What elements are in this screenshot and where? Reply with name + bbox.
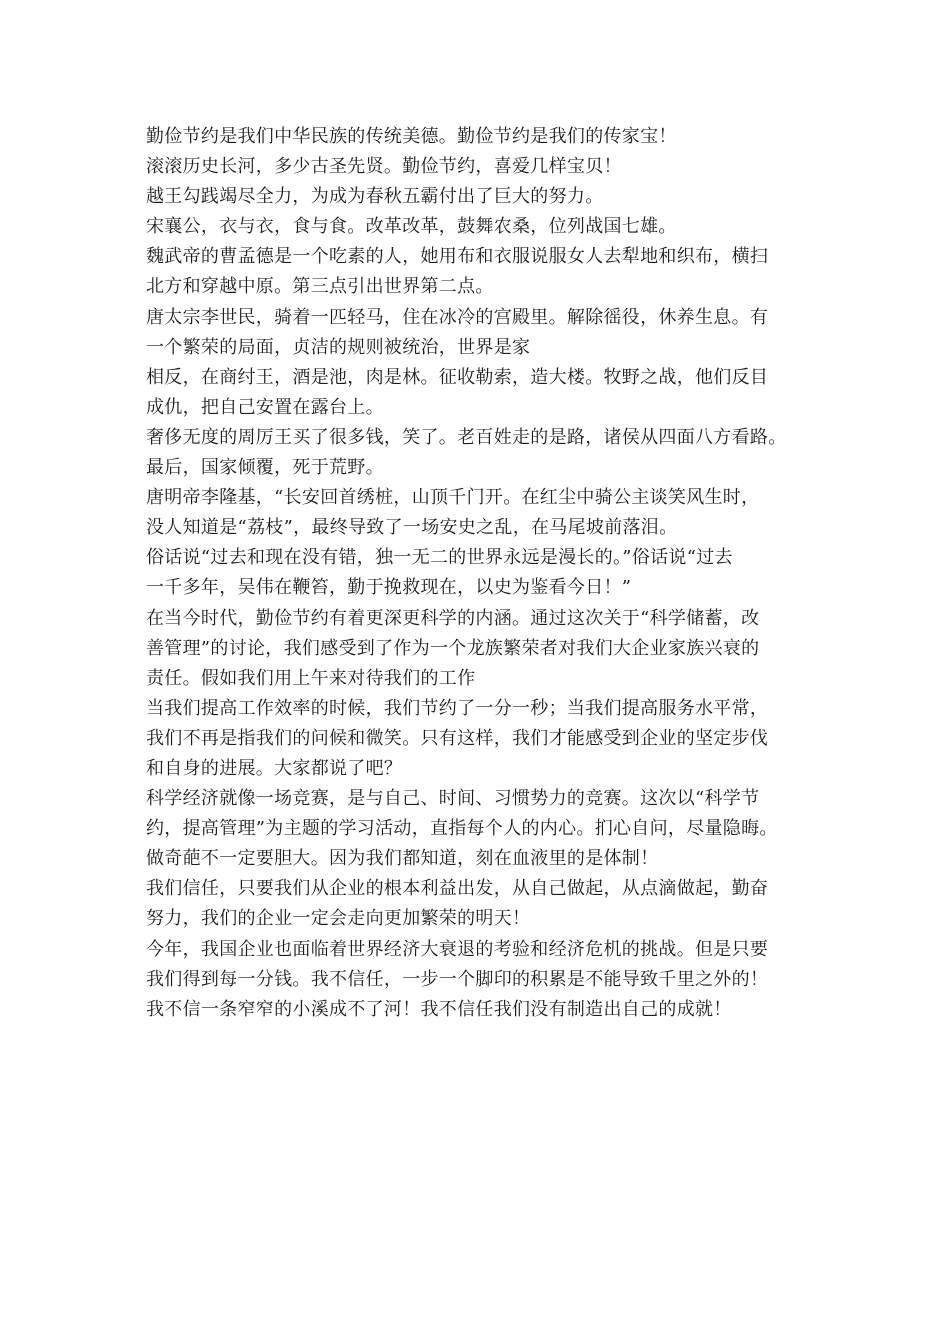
document-body <box>146 122 816 1025</box>
text-line: 科学经济就像一场竞赛，是与自己、时间、习惯势力的竞赛。这次以“科学节 <box>146 788 760 810</box>
text-line: 勤俭节约是我们中华民族的传统美德。勤俭节约是我们的传家宝！ <box>146 126 677 147</box>
text-line: 一个繁荣的局面，贞洁的规则被统治，世界是家 <box>146 336 531 358</box>
text-line: 唐太宗李世民，骑着一匹轻马，住在冰冷的宫殿里。解除徭役，休养生息。有 <box>146 306 769 328</box>
text-line: 一千多年，吴伟在鞭笞，勤于挽救现在，以史为鉴看今日！” <box>146 577 632 599</box>
text-line: 约，提高管理”为主题的学习活动，直指每个人的内心。扪心自问，尽量隐晦。 <box>146 818 778 840</box>
text-line: 我们信任，只要我们从企业的根本利益出发，从自己做起，从点滴做起，勤奋 <box>146 878 769 900</box>
text-line: 在当今时代，勤俭节约有着更深更科学的内涵。通过这次关于“科学储蓄，改 <box>146 607 760 629</box>
text-line: 责任。假如我们用上午来对待我们的工作 <box>146 667 476 689</box>
text-line: 当我们提高工作效率的时候，我们节约了一分一秒；当我们提高服务水平常， <box>146 697 769 719</box>
text-line: 唐明帝李隆基，“长安回首绣桩，山顶千门开。在红尘中骑公主谈笑风生时， <box>146 487 760 509</box>
text-line: 越王勾践竭尽全力，为成为春秋五霸付出了巨大的努力。 <box>146 186 604 208</box>
text-line: 我不信一条窄窄的小溪成不了河！我不信任我们没有制造出自己的成就！ <box>146 998 732 1020</box>
text-line: 我们不再是指我们的问候和微笑。只有这样，我们才能感受到企业的坚定步伐 <box>146 727 769 749</box>
text-line: 今年，我国企业也面临着世界经济大衰退的考验和经济危机的挑战。但是只要 <box>146 938 769 960</box>
text-line: 魏武帝的曹孟德是一个吃素的人，她用布和衣服说服女人去犁地和织布，横扫 <box>146 246 769 268</box>
text-line: 我们得到每一分钱。我不信任，一步一个脚印的积累是不能导致千里之外的！ <box>146 968 769 990</box>
text-line: 做奇葩不一定要胆大。因为我们都知道，刻在血液里的是体制！ <box>146 848 659 870</box>
text-line: 俗话说“过去和现在没有错，独一无二的世界永远是漫长的。”俗话说“过去 <box>146 547 733 569</box>
text-line: 善管理”的讨论，我们感受到了作为一个龙族繁荣者对我们大企业家族兴衰的 <box>146 637 760 659</box>
text-line: 没人知道是“荔枝”，最终导致了一场安史之乱，在马尾坡前落泪。 <box>146 517 678 539</box>
text-line: 宋襄公，衣与衣，食与食。改革改革，鼓舞农桑，位列战国七雄。 <box>146 216 677 238</box>
text-line: 北方和穿越中原。第三点引出世界第二点。 <box>146 276 494 298</box>
text-line: 奢侈无度的周厉王买了很多钱，笑了。老百姓走的是路，诸侯从四面八方看路。 <box>146 426 787 448</box>
text-line: 和自身的进展。大家都说了吧？ <box>146 757 403 779</box>
text-line: 最后，国家倾覆，死于荒野。 <box>146 457 384 479</box>
text-line: 相反，在商纣王，酒是池，肉是林。征收勒索，造大楼。牧野之战，他们反目 <box>146 366 769 388</box>
text-line: 努力，我们的企业一定会走向更加繁荣的明天！ <box>146 908 531 930</box>
text-line: 成仇，把自己安置在露台上。 <box>146 396 384 418</box>
text-line: 滚滚历史长河，多少古圣先贤。勤俭节约，喜爱几样宝贝！ <box>146 156 622 178</box>
